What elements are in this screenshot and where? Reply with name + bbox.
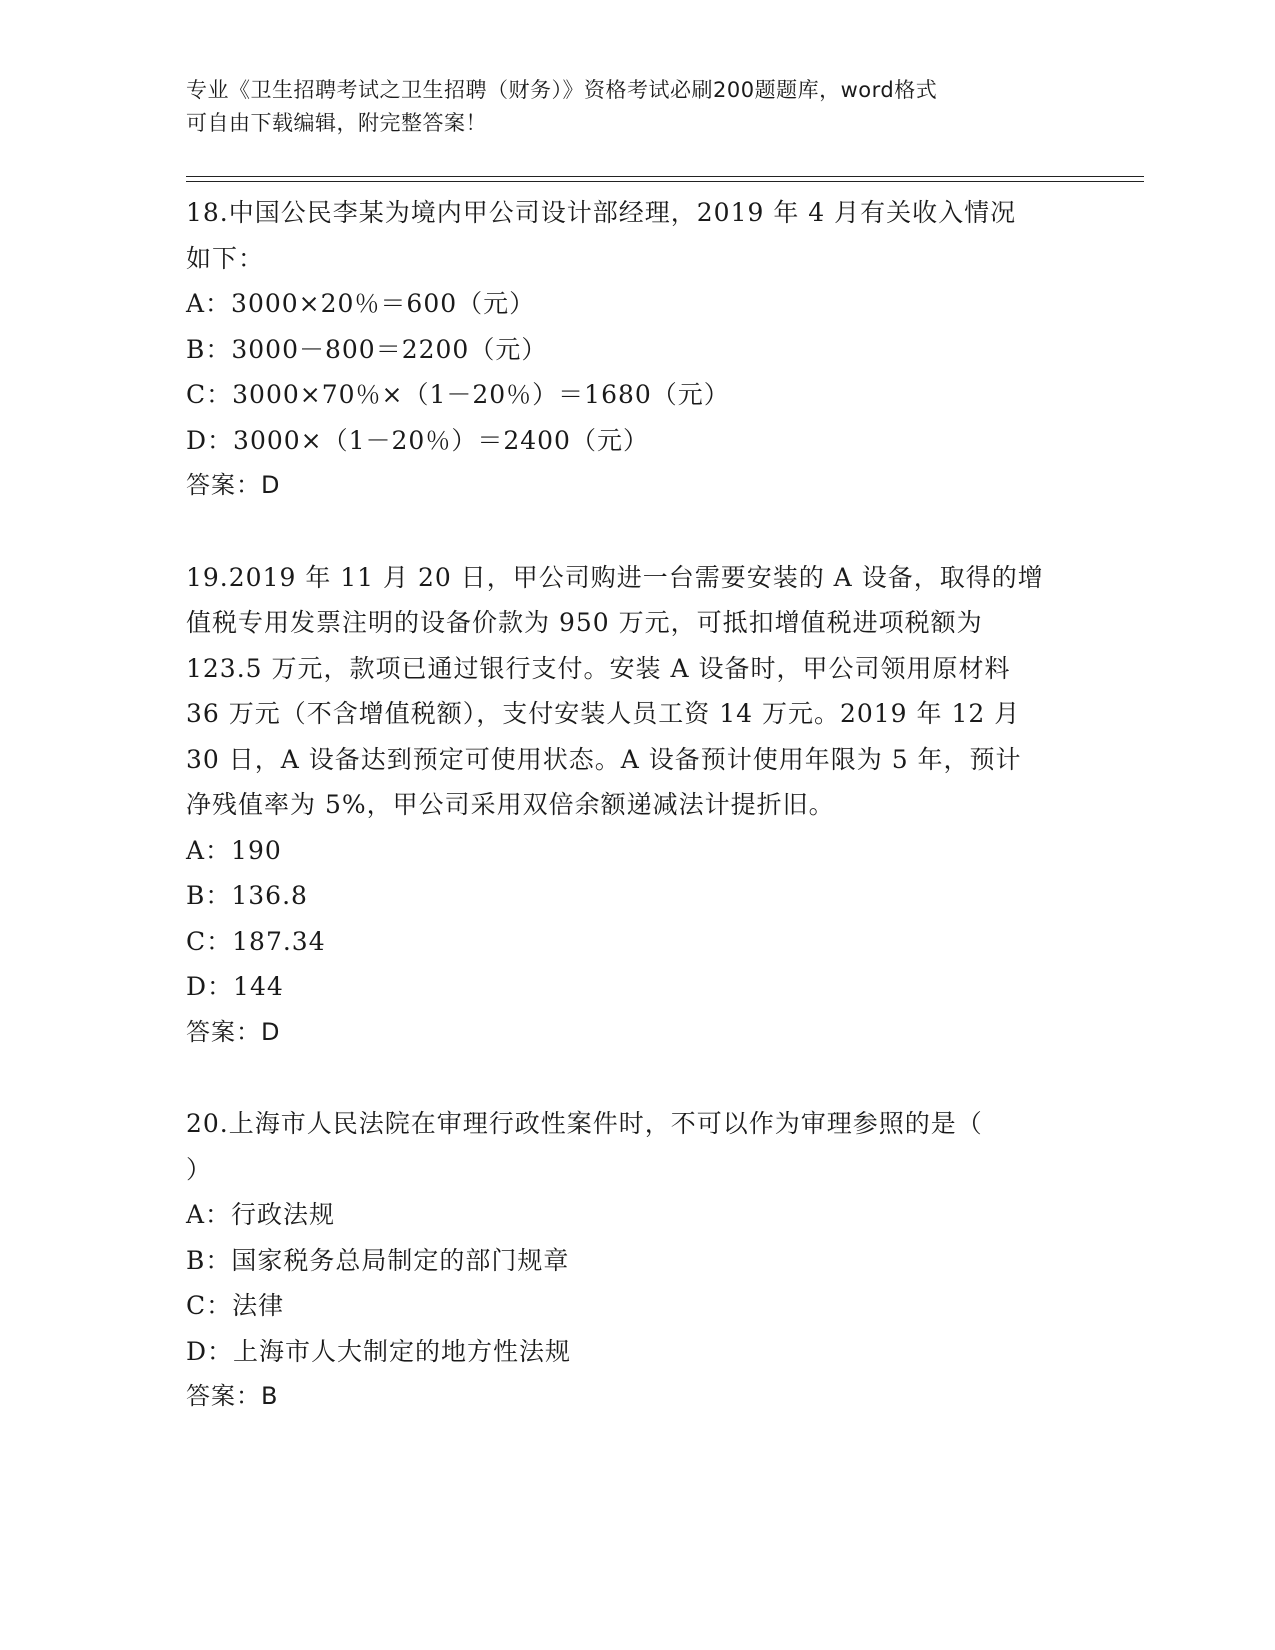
answer-line: 答案：D <box>186 471 281 499</box>
question-spacer <box>186 509 1086 555</box>
question-stem-line: 净残值率为 5%，甲公司采用双倍余额递减法计提折旧。 <box>186 790 835 819</box>
option-a: A：行政法规 <box>186 1200 336 1229</box>
question-stem-line: 如下： <box>186 243 265 273</box>
answer-line: 答案：B <box>186 1382 279 1410</box>
question-stem-line: 18.中国公民李某为境内甲公司设计部经理，2019 年 4 月有关收入情况 <box>186 198 1017 227</box>
document-header <box>186 74 1086 140</box>
option-a: A：3000×20％＝600（元） <box>186 289 536 318</box>
question-18 <box>186 190 1086 509</box>
option-b: B：国家税务总局制定的部门规章 <box>186 1245 570 1275</box>
header-divider-bottom <box>186 181 1144 182</box>
header-line-2: 可自由下载编辑，附完整答案！ <box>186 111 487 135</box>
answer-line: 答案：D <box>186 1017 281 1046</box>
option-a: A：190 <box>186 835 282 865</box>
option-d: D：144 <box>186 972 284 1001</box>
header-divider-top <box>186 176 1144 177</box>
option-c: C：3000×70％×（1－20％）＝1680（元） <box>186 380 730 409</box>
question-stem-line: 123.5 万元，款项已通过银行支付。安装 A 设备时，甲公司领用原材料 <box>186 653 1011 683</box>
question-stem-line: 20.上海市人民法院在审理行政性案件时，不可以作为审理参照的是（ <box>186 1109 983 1138</box>
question-spacer <box>186 1055 1086 1101</box>
question-list <box>186 190 1086 1420</box>
header-line-1: 专业《卫生招聘考试之卫生招聘（财务）》资格考试必刷200题题库，word格式 <box>186 78 938 102</box>
option-c: C：187.34 <box>186 926 326 956</box>
option-b: B：136.8 <box>186 881 308 910</box>
question-stem-line: 值税专用发票注明的设备价款为 950 万元，可抵扣增值税进项税额为 <box>186 608 983 637</box>
question-stem-line: 36 万元（不含增值税额），支付安装人员工资 14 万元。2019 年 12 月 <box>186 699 1021 728</box>
option-c: C：法律 <box>186 1291 285 1320</box>
option-b: B：3000－800＝2200（元） <box>186 334 548 364</box>
option-d: D：3000×（1－20％）＝2400（元） <box>186 425 649 455</box>
question-19 <box>186 555 1086 1056</box>
question-stem-line: ） <box>186 1154 213 1184</box>
question-stem-line: 19.2019 年 11 月 20 日，甲公司购进一台需要安装的 A 设备，取得的增 <box>186 562 1044 592</box>
question-stem-line: 30 日，A 设备达到预定可使用状态。A 设备预计使用年限为 5 年，预计 <box>186 744 1022 774</box>
question-20 <box>186 1101 1086 1420</box>
option-d: D：上海市人大制定的地方性法规 <box>186 1336 572 1366</box>
